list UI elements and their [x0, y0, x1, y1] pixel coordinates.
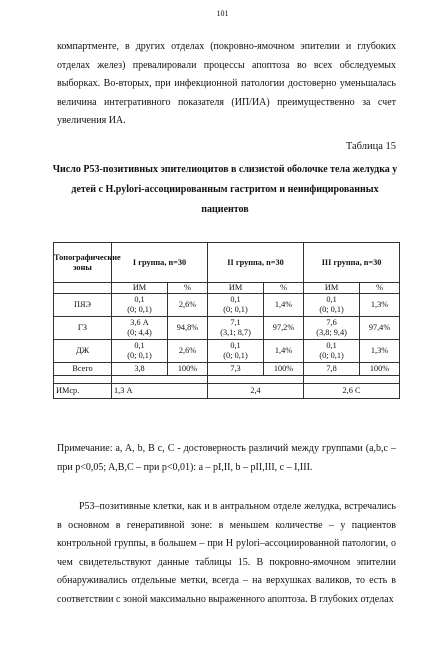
- cell-ci: (3,1; 8,7): [220, 328, 251, 337]
- header-group-2: II группа, n=30: [208, 243, 304, 283]
- cell-pct: 1,4%: [264, 340, 304, 363]
- page-number: 101: [216, 9, 229, 18]
- cell-pct: 1,4%: [264, 294, 304, 317]
- cell-im: [112, 340, 168, 363]
- cell-pct: 1,3%: [360, 340, 400, 363]
- cell-im-value: 7,1: [230, 318, 241, 327]
- cell-imsr-g1: 1,3 А: [112, 384, 208, 399]
- subheader-im: ИМ: [304, 283, 360, 294]
- cell-im: [304, 340, 360, 363]
- table-row-imsr: [54, 384, 400, 399]
- cell-im-value: 0,1: [230, 295, 241, 304]
- cell-im-value: 0,1: [230, 341, 241, 350]
- cell-pct: 97,2%: [264, 317, 304, 340]
- cell-ci: (0; 0,1): [319, 305, 344, 314]
- table-header-row: [54, 243, 400, 283]
- cell-im: 3,8: [112, 363, 168, 376]
- row-zone: ГЗ: [54, 317, 112, 340]
- cell-im: [304, 294, 360, 317]
- cell-pct: 97,4%: [360, 317, 400, 340]
- table-row-total: [54, 363, 400, 376]
- cell-ci: (0; 0,1): [319, 351, 344, 360]
- cell-ci: (3,8; 9,4): [316, 328, 347, 337]
- cell-ci: (0; 0,1): [127, 305, 152, 314]
- intro-paragraph: компартменте, в других отделах (покровно-ямочном эпителии и глубоких отделах желез) превалировали процессы апоптоза во всех обследуемых выборках. Во-вторых, при инфекционной патологии достоверно уменьшалась величина интегративного показателя (ИП/ИА) преимущественно за счет увеличения ИА.: [57, 41, 396, 126]
- table-spacer-row: [54, 376, 400, 384]
- cell-im-value: 0,1: [326, 341, 337, 350]
- cell-im-value: 3,6 А: [130, 318, 149, 327]
- cell-ci: (0; 4,4): [127, 328, 152, 337]
- subheader-pct: %: [360, 283, 400, 294]
- data-table: [53, 242, 400, 399]
- cell-im: [208, 340, 264, 363]
- cell-imsr-g2: 2,4: [208, 384, 304, 399]
- cell-pct: 2,6%: [168, 294, 208, 317]
- cell-im-value: 0,1: [134, 295, 145, 304]
- table-row: [54, 317, 400, 340]
- subheader-pct: %: [264, 283, 304, 294]
- table-caption: Число Р53-позитивных эпителиоцитов в слизистой оболочке тела желудка у детей с H.pylori-ассоциированным гастритом и неинфицированных пациентов: [52, 164, 398, 215]
- cell-ci: (0; 0,1): [127, 351, 152, 360]
- header-group-3: III группа, n=30: [304, 243, 400, 283]
- cell-im-value: 7,6: [326, 318, 337, 327]
- table-note: Примечание: a, A, b, B c, C - достоверность различий между группами (a,b,c – при p<0,05; A,B,C – при p<0,01): a – pI,II, b – pII,III, c – I,III.: [57, 443, 396, 473]
- table-row: [54, 340, 400, 363]
- cell-im: [304, 317, 360, 340]
- row-zone: ПЯЭ: [54, 294, 112, 317]
- cell-im: 7,3: [208, 363, 264, 376]
- cell-im-value: 0,1: [134, 341, 145, 350]
- cell-pct: 1,3%: [360, 294, 400, 317]
- row-zone: ИМср.: [54, 384, 112, 399]
- cell-pct: 94,8%: [168, 317, 208, 340]
- cell-im: [208, 317, 264, 340]
- cell-ci: (0; 0,1): [223, 305, 248, 314]
- subheader-im: ИМ: [208, 283, 264, 294]
- subheader-blank: [54, 283, 112, 294]
- body-paragraph: Р53–позитивные клетки, как и в антральном отделе желудка, встречались в основном в генеративной зоне: в меньшем количестве – у пациентов контрольной группы, в большем – при H pylori–ассоциированной патологии, о чем свидетельствуют данные таблицы 15. В покровно-ямочном эпителии обнаруживались отдельные метки, всегда – на верхушках валиков, то есть в соответствии с зоной максимально выраженного апоптоза. В глубоких отделах: [57, 501, 396, 605]
- row-zone: Всего: [54, 363, 112, 376]
- cell-im: 7,8: [304, 363, 360, 376]
- header-group-1: I группа, n=30: [112, 243, 208, 283]
- cell-pct: 100%: [264, 363, 304, 376]
- table-label: Таблица 15: [345, 141, 396, 152]
- cell-pct: 100%: [360, 363, 400, 376]
- cell-im: [112, 317, 168, 340]
- subheader-im: ИМ: [112, 283, 168, 294]
- row-zone: ДЖ: [54, 340, 112, 363]
- cell-ci: (0; 0,1): [223, 351, 248, 360]
- table-row: [54, 294, 400, 317]
- cell-im: [208, 294, 264, 317]
- cell-imsr-g3: 2,6 С: [304, 384, 400, 399]
- header-zone: Топографические зоны: [54, 243, 112, 283]
- cell-im: [112, 294, 168, 317]
- table-subheader-row: [54, 283, 400, 294]
- subheader-pct: %: [168, 283, 208, 294]
- cell-im-value: 0,1: [326, 295, 337, 304]
- cell-pct: 2,6%: [168, 340, 208, 363]
- cell-pct: 100%: [168, 363, 208, 376]
